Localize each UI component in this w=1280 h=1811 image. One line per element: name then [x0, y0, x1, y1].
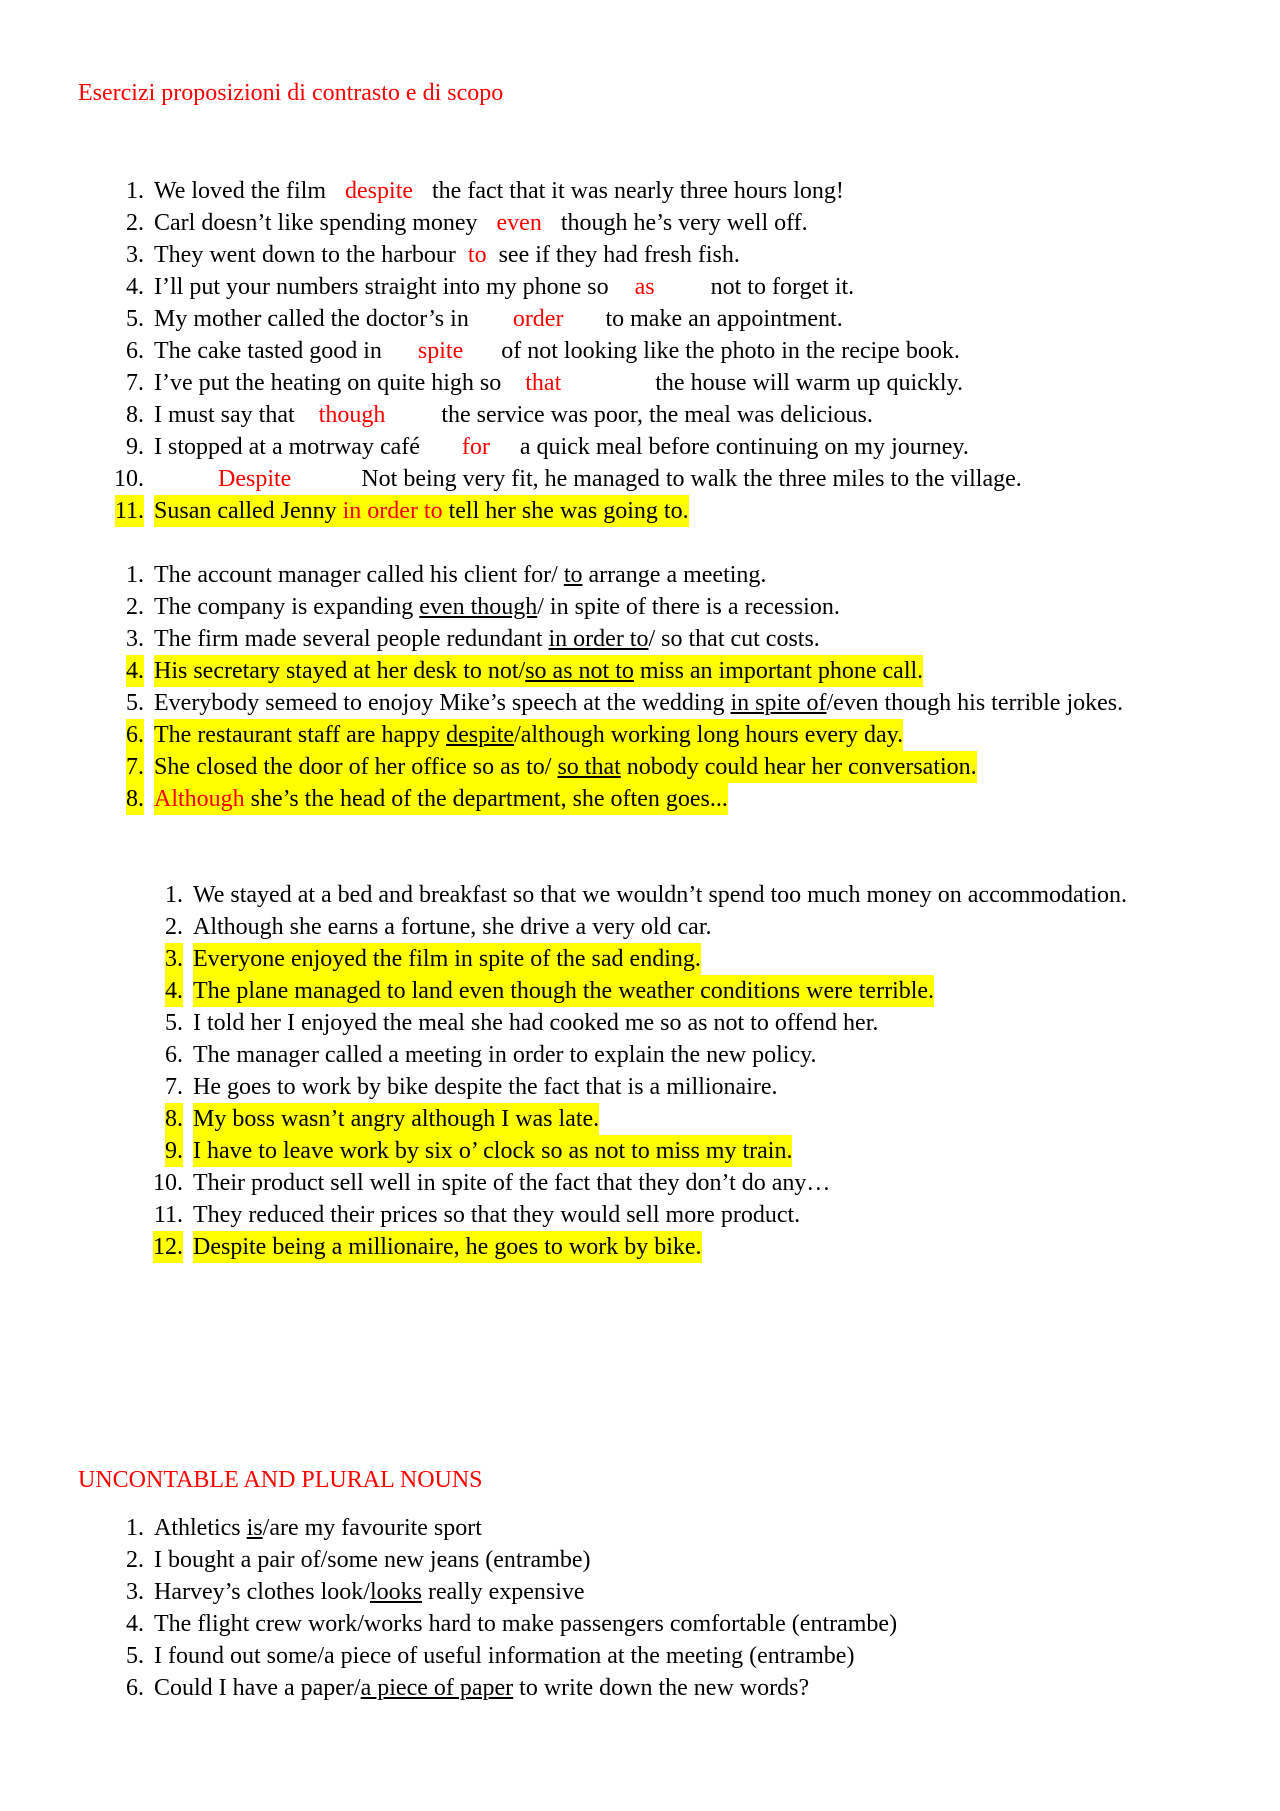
- item-number: 2.: [165, 914, 183, 940]
- item-text: Susan called Jenny: [154, 498, 337, 524]
- item-number: 3.: [165, 943, 183, 975]
- item-number: 3.: [126, 242, 144, 268]
- list-item: [126, 1576, 585, 1608]
- list-item: [126, 751, 977, 783]
- item-number: 3.: [126, 626, 144, 652]
- item-number: 7.: [126, 751, 144, 783]
- item-text: Their product sell well in spite of the fact that they don’t do any…: [193, 1170, 831, 1196]
- list-item: [114, 463, 1022, 495]
- item-text: she’s the head of the department, she often goes...: [244, 786, 728, 812]
- list-item: [126, 335, 960, 367]
- list-item: [126, 175, 844, 207]
- answer: despite: [345, 178, 414, 204]
- list-item: [126, 1608, 898, 1640]
- answer: that: [525, 370, 562, 396]
- item-text: tell her she was going to.: [448, 498, 689, 524]
- item-text: see if they had fresh fish.: [498, 242, 740, 268]
- underlined-answer: even though: [419, 594, 538, 620]
- item-number: 6.: [126, 719, 144, 751]
- item-text: He goes to work by bike despite the fact that is a millionaire.: [193, 1074, 778, 1100]
- list-item: [165, 1039, 817, 1071]
- list-item: [114, 495, 689, 527]
- item-number: 9.: [165, 1135, 183, 1167]
- answer: to: [467, 242, 487, 268]
- item-text: The account manager called his client for/: [154, 562, 564, 588]
- list-item: [165, 1007, 879, 1039]
- item-text: I’ll put your numbers straight into my phone so: [154, 274, 609, 300]
- item-text: to write down the new words?: [513, 1675, 810, 1701]
- item-number: 1.: [126, 562, 144, 588]
- item-number: 5.: [126, 690, 144, 716]
- item-number: 2.: [126, 1547, 144, 1573]
- answer: as: [634, 274, 655, 300]
- item-text: the house will warm up quickly.: [655, 370, 963, 396]
- item-number: 4.: [126, 1611, 144, 1637]
- item-number: 3.: [126, 1579, 144, 1605]
- list-item: [153, 1231, 702, 1263]
- list-item: [126, 1672, 810, 1704]
- answer: spite: [417, 338, 464, 364]
- item-text: Although she earns a fortune, she drive a very old car.: [193, 914, 712, 940]
- item-text: Athletics: [154, 1515, 247, 1541]
- item-text: The plane managed to land even though the weather conditions were terrible.: [193, 978, 935, 1004]
- item-text: The cake tasted good in: [154, 338, 382, 364]
- list-item: [153, 1199, 801, 1231]
- item-text: The manager called a meeting in order to explain the new policy.: [193, 1042, 817, 1068]
- item-text: the fact that it was nearly three hours long!: [432, 178, 844, 204]
- underlined-answer: in order to: [548, 626, 649, 652]
- list-item: [126, 559, 767, 591]
- item-number: 2.: [126, 210, 144, 236]
- item-number: 10.: [153, 1170, 183, 1196]
- item-number: 4.: [126, 274, 144, 300]
- item-text: They reduced their prices so that they would sell more product.: [193, 1202, 801, 1228]
- item-text: I stopped at a motrway café: [154, 434, 420, 460]
- item-number: 9.: [126, 434, 144, 460]
- item-number: 5.: [126, 306, 144, 332]
- list-item: [126, 591, 840, 623]
- item-text: I must say that: [154, 402, 295, 428]
- item-text: a quick meal before continuing on my journey.: [519, 434, 969, 460]
- list-item: [126, 303, 843, 335]
- item-text: My boss wasn’t angry although I was late.: [193, 1106, 600, 1132]
- item-text: I bought a pair of/some new jeans (entrambe): [154, 1547, 591, 1573]
- item-number: 8.: [165, 1103, 183, 1135]
- item-number: 11.: [115, 495, 144, 527]
- item-text: My mother called the doctor’s in: [154, 306, 469, 332]
- item-text: The company is expanding: [154, 594, 420, 620]
- item-text: She closed the door of her office so as to/: [154, 754, 558, 780]
- item-text: of not looking like the photo in the recipe book.: [501, 338, 960, 364]
- underlined-answer: so as not to: [525, 658, 634, 684]
- list-item: [126, 399, 873, 431]
- list-item: [126, 719, 904, 751]
- list-item: [165, 975, 935, 1007]
- item-text: Harvey’s clothes look/: [154, 1579, 370, 1605]
- underlined-answer: looks: [369, 1579, 422, 1605]
- item-number: 4.: [165, 975, 183, 1007]
- item-text: Carl doesn’t like spending money: [154, 210, 478, 236]
- answer: Although: [154, 786, 245, 812]
- item-number: 12.: [153, 1231, 183, 1263]
- item-text: Despite being a millionaire, he goes to work by bike.: [193, 1234, 702, 1260]
- item-text: / in spite of there is a recession.: [537, 594, 840, 620]
- item-text: really expensive: [421, 1579, 585, 1605]
- item-text: though he’s very well off.: [560, 210, 808, 236]
- list-item: [153, 1167, 831, 1199]
- answer: Despite: [218, 466, 292, 492]
- list-item: [126, 655, 924, 687]
- answer: in order to: [342, 498, 443, 524]
- item-text: Not being very fit, he managed to walk the three miles to the village.: [361, 466, 1022, 492]
- underlined-answer: is: [246, 1515, 263, 1541]
- answer: though: [318, 402, 386, 428]
- item-text: /are my favourite sport: [262, 1515, 482, 1541]
- item-text: arrange a meeting.: [582, 562, 767, 588]
- item-number: 10.: [114, 466, 144, 492]
- list-item: [165, 943, 701, 975]
- list-item: [126, 687, 1124, 719]
- item-text: the service was poor, the meal was delicious.: [441, 402, 873, 428]
- list-item: [165, 879, 1128, 911]
- item-number: 4.: [126, 655, 144, 687]
- item-text: His secretary stayed at her desk to not/: [154, 658, 526, 684]
- underlined-answer: a piece of paper: [360, 1675, 514, 1701]
- item-text: Everyone enjoyed the film in spite of the sad ending.: [193, 946, 701, 972]
- list-item: [126, 1512, 482, 1544]
- item-number: 6.: [126, 338, 144, 364]
- item-text: /although working long hours every day.: [514, 722, 904, 748]
- item-text: not to forget it.: [710, 274, 855, 300]
- item-number: 6.: [126, 1675, 144, 1701]
- item-text: They went down to the harbour: [154, 242, 456, 268]
- underlined-answer: to: [563, 562, 583, 588]
- item-text: The restaurant staff are happy: [154, 722, 447, 748]
- item-number: 1.: [126, 178, 144, 204]
- item-number: 7.: [126, 370, 144, 396]
- item-number: 5.: [126, 1643, 144, 1669]
- answer: even: [496, 210, 542, 236]
- item-text: /even though his terrible jokes.: [826, 690, 1124, 716]
- list-item: [165, 911, 712, 943]
- list-item: [126, 431, 969, 463]
- item-number: 11.: [153, 1202, 183, 1228]
- item-text: Could I have a paper/: [154, 1675, 361, 1701]
- list-item: [126, 1544, 591, 1576]
- list-item: [165, 1135, 793, 1167]
- list-item: [126, 271, 855, 303]
- item-text: I’ve put the heating on quite high so: [154, 370, 502, 396]
- item-text: The flight crew work/works hard to make passengers comfortable (entrambe): [154, 1611, 898, 1637]
- item-number: 8.: [126, 402, 144, 428]
- answer: for: [461, 434, 490, 460]
- item-text: I told her I enjoyed the meal she had cooked me so as not to offend her.: [193, 1010, 879, 1036]
- section4-title: UNCONTABLE AND PLURAL NOUNS: [78, 1467, 483, 1493]
- item-number: 6.: [165, 1042, 183, 1068]
- item-text: to make an appointment.: [605, 306, 843, 332]
- item-text: nobody could hear her conversation.: [620, 754, 977, 780]
- list-item: [126, 783, 728, 815]
- item-text: The firm made several people redundant: [154, 626, 549, 652]
- item-text: Everybody semeed to enojoy Mike’s speech at the wedding: [154, 690, 731, 716]
- item-number: 7.: [165, 1074, 183, 1100]
- answer: order: [512, 306, 564, 332]
- item-text: We stayed at a bed and breakfast so that we wouldn’t spend too much money on accommodation.: [193, 882, 1128, 908]
- item-text: I found out some/a piece of useful information at the meeting (entrambe): [154, 1643, 855, 1669]
- section1-title: Esercizi proposizioni di contrasto e di scopo: [78, 80, 504, 106]
- item-number: 1.: [165, 882, 183, 908]
- item-number: 5.: [165, 1010, 183, 1036]
- item-number: 2.: [126, 594, 144, 620]
- item-number: 1.: [126, 1515, 144, 1541]
- item-text: miss an important phone call.: [633, 658, 924, 684]
- list-item: [126, 623, 820, 655]
- list-item: [126, 1640, 855, 1672]
- underlined-answer: so that: [557, 754, 621, 780]
- item-text: We loved the film: [154, 178, 327, 204]
- item-number: 8.: [126, 783, 144, 815]
- list-item: [165, 1071, 778, 1103]
- underlined-answer: despite: [446, 722, 515, 748]
- item-text: I have to leave work by six o’ clock so as not to miss my train.: [193, 1138, 793, 1164]
- list-item: [126, 207, 808, 239]
- list-item: [165, 1103, 600, 1135]
- item-text: / so that cut costs.: [648, 626, 820, 652]
- list-item: [126, 239, 740, 271]
- list-item: [126, 367, 963, 399]
- underlined-answer: in spite of: [730, 690, 827, 716]
